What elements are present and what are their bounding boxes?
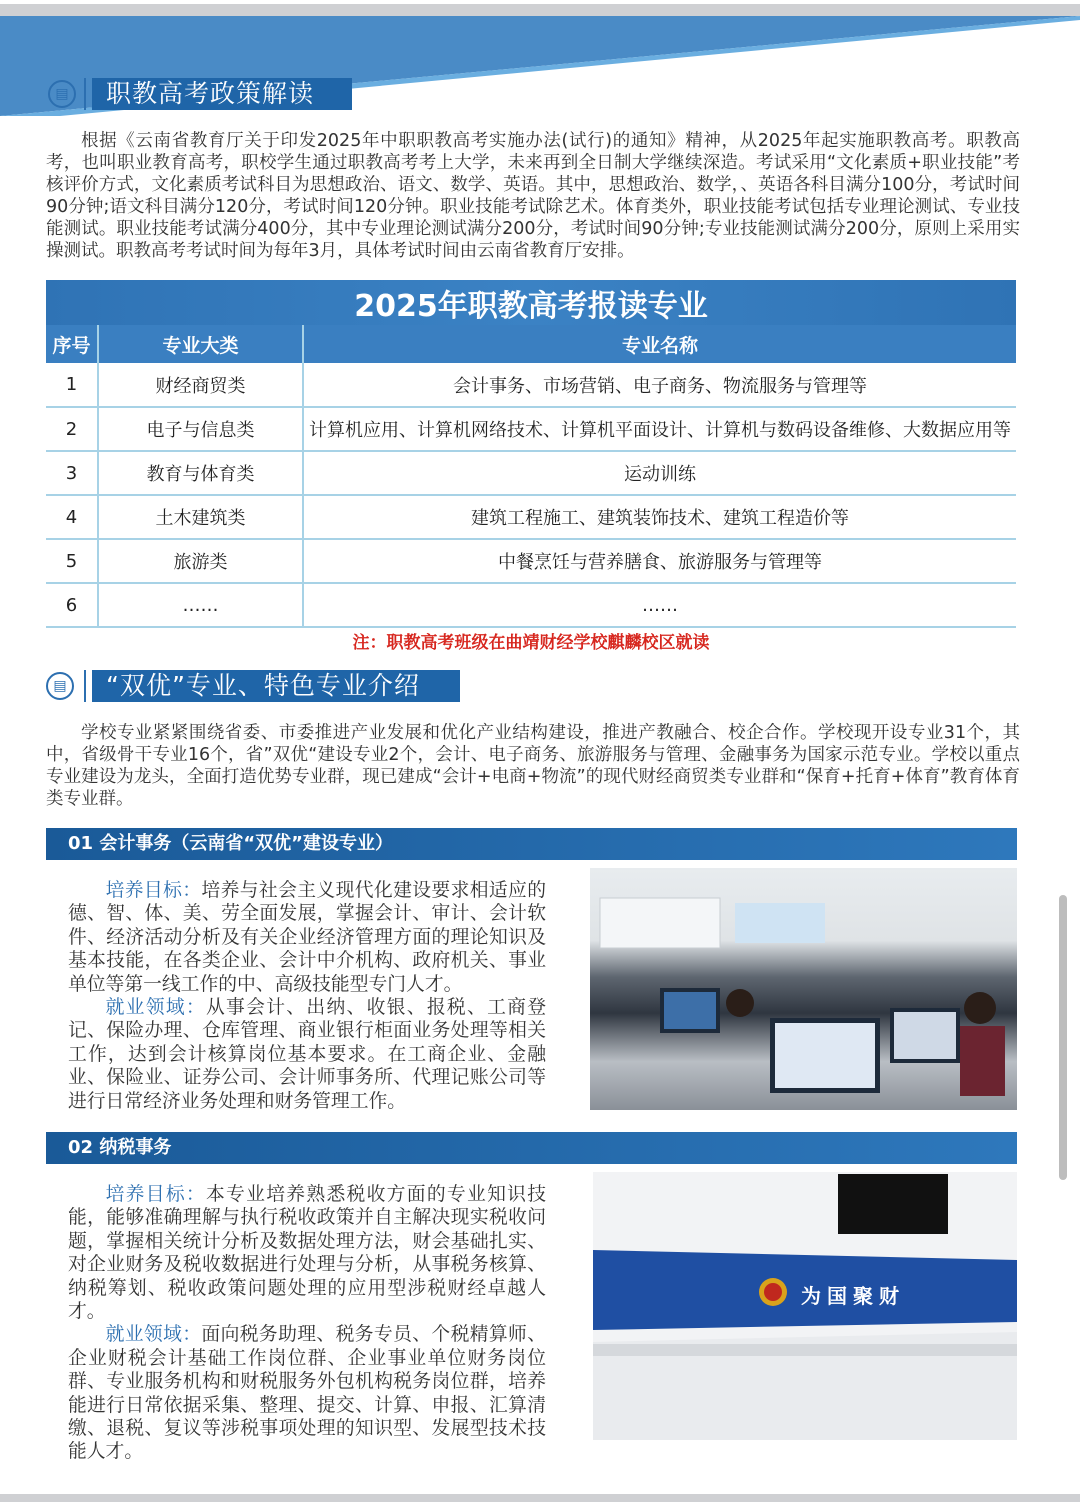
job-text: 面向税务助理、税务专员、个税精算师、企业财税会计基础工作岗位群、企业事业单位财务岗位群、专业服务机构和财税服务外包机构税务岗位群，培养能进行日常依据采集、整理、提交、计算、申报、汇算清缴、退税、复议等涉税事项处理的知识型、发展型技术技能人才。 (68, 1324, 547, 1463)
cell: 2 (46, 407, 98, 451)
tax-hall-photo (593, 1172, 1017, 1440)
cell: 中餐烹饪与营养膳食、旅游服务与管理等 (303, 539, 1016, 583)
policy-paragraph: 根据《云南省教育厅关于印发2025年中职职教高考实施办法(试行)的通知》精神，从2025年起实施职教高考。职教高考，也叫职业教育高考，职校学生通过职教高考考上大学，未来再到全日制大学继续深造。考试采用“文化素质+职业技能”考核评价方式，文化素质考试科目为思想政治、语文、数学、英语。其中，思想政治、数学，、英语各科目满分100分，考试时间90分钟;语文科目满分120分，考试时间120分钟。职业技能考试除艺术。体育类外，职业技能考试包括专业理论测试、专业技能测试。职业技能考试满分400分，其中专业理论测试满分200分，考试时间90分钟;专业技能测试满分200分，原则上采用实操测试。职教高考考试时间为每年3月，具体考试时间由云南省教育厅安排。 (46, 131, 1020, 261)
bottom-divider (0, 1494, 1080, 1502)
document-icon: ▤ (46, 672, 74, 700)
major-bar-tax: 02 纳税事务 (46, 1132, 1017, 1164)
table-row (46, 363, 1016, 407)
goal-text: 培养与社会主义现代化建设要求相适应的德、智、体、美、劳全面发展，掌握会计、审计、会计软件、经济活动分析及有关企业经济管理方面的理论知识及基本技能，在各类企业、会计中介机构、政府机关、事业单位等第一线工作的中、高级技能型专门人才。 (68, 880, 547, 995)
major-bar-accounting: 01 会计事务（云南省“双优”建设专业） (46, 828, 1017, 860)
cell: 会计事务、市场营销、电子商务、物流服务与管理等 (303, 363, 1016, 407)
cell: 教育与体育类 (98, 451, 303, 495)
cell: 3 (46, 451, 98, 495)
majors-paragraph: 学校专业紧紧围绕省委、市委推进产业发展和优化产业结构建设，推进产教融合、校企合作。学校现开设专业31个，其中，省级骨干专业16个，省”双优“建设专业2个，会计、电子商务、旅游服务与管理、金融事务为国家示范专业。学校以重点专业建设为龙头，全面打造优势专业群，现已建成“会计+电商+物流”的现代财经商贸类专业群和“保育+托育+体育”教育体育类专业群。 (46, 723, 1020, 809)
cell: …… (98, 583, 303, 627)
cell: 电子与信息类 (98, 407, 303, 451)
table-row (46, 539, 1016, 583)
title-divider (84, 78, 86, 110)
cell: 6 (46, 583, 98, 627)
cell: 土木建筑类 (98, 495, 303, 539)
cell: 计算机应用、计算机网络技术、计算机平面设计、计算机与数码设备维修、大数据应用等 (303, 407, 1016, 451)
table-title: 2025年职教高考报读专业 (46, 280, 1016, 325)
header-category: 专业大类 (98, 325, 303, 363)
cell: 财经商贸类 (98, 363, 303, 407)
header-major: 专业名称 (303, 325, 1016, 363)
table-note: 注：职教高考班级在曲靖财经学校麒麟校区就读 (352, 633, 710, 653)
cell: 建筑工程施工、建筑装饰技术、建筑工程造价等 (303, 495, 1016, 539)
document-icon: ▤ (48, 80, 76, 108)
computer-lab-photo (590, 868, 1017, 1110)
goal-label: 培养目标： (105, 1184, 206, 1205)
goal-text: 本专业培养熟悉税收方面的专业知识技能，能够准确理解与执行税收政策并自主解决现实税收问题，掌握相关统计分析及数据处理方法，财会基础扎实、对企业财务及税收数据进行处理与分析，从事税务核算、纳税筹划、税收政策问题处理的应用型涉税财经卓越人才。 (68, 1184, 547, 1323)
photo-sign-text: 为国聚财 (801, 1284, 905, 1308)
scrollbar-thumb[interactable] (1059, 895, 1067, 1180)
table-row (46, 495, 1016, 539)
tax-description (68, 1183, 546, 1464)
job-text: 从事会计、出纳、收银、报税、工商登记、保险办理、仓库管理、商业银行柜面业务处理等相关工作，达到会计核算岗位基本要求。在工商企业、金融业、保险业、证券公司、会计师事务所、代理记账公司等进行日常经济业务处理和财务管理工作。 (68, 997, 547, 1112)
cell: 4 (46, 495, 98, 539)
section-title-policy: 职教高考政策解读 (92, 78, 352, 110)
majors-table (46, 280, 1016, 628)
job-label: 就业领域： (105, 1324, 202, 1346)
cell: 5 (46, 539, 98, 583)
header-index: 序号 (46, 325, 98, 363)
accounting-description (68, 879, 546, 1113)
cell: 1 (46, 363, 98, 407)
cell: …… (303, 583, 1016, 627)
top-divider (0, 4, 1080, 16)
section-title-majors: “双优”专业、特色专业介绍 (92, 670, 460, 702)
table-row (46, 451, 1016, 495)
table-row (46, 583, 1016, 627)
table-row (46, 407, 1016, 451)
job-label: 就业领域： (105, 997, 206, 1019)
cell: 旅游类 (98, 539, 303, 583)
title-divider (84, 670, 86, 702)
cell: 运动训练 (303, 451, 1016, 495)
goal-label: 培养目标： (105, 880, 202, 901)
